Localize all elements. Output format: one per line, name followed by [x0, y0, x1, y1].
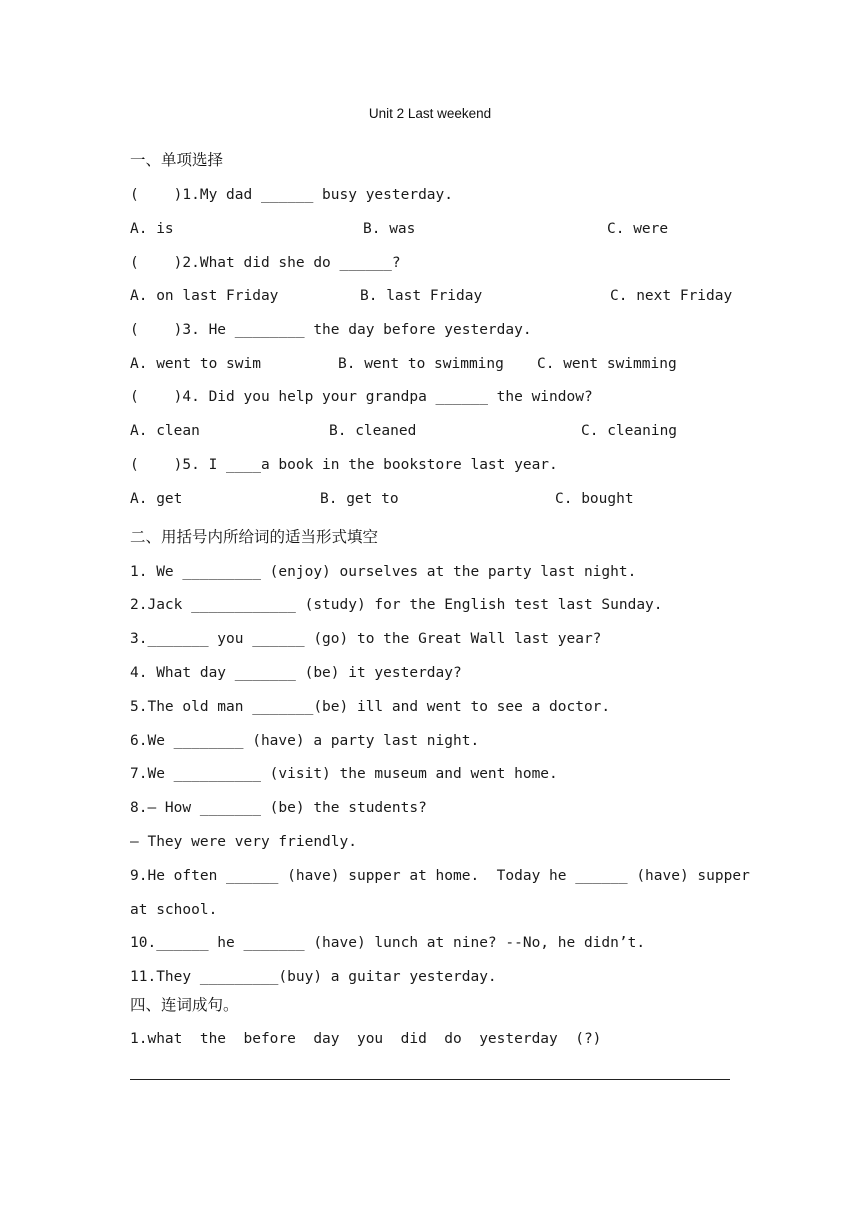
- question-1-option-a: A. is: [130, 221, 174, 237]
- question-3-stem: ( )3. He ________ the day before yesterday.: [130, 322, 532, 338]
- fill-line-11: 11.They _________(buy) a guitar yesterday.: [130, 969, 497, 985]
- worksheet-title: Unit 2 Last weekend: [368, 106, 492, 121]
- question-2-option-a: A. on last Friday: [130, 288, 279, 304]
- fill-line-10: 10.______ he _______ (have) lunch at nine? --No, he didn’t.: [130, 935, 646, 951]
- question-1-stem: ( )1.My dad ______ busy yesterday.: [130, 187, 454, 203]
- question-1-option-b: B. was: [363, 221, 416, 237]
- question-3-option-a: A. went to swim: [130, 356, 261, 372]
- section-heading-fill-in: 二、用括号内所给词的适当形式填空: [130, 528, 379, 546]
- fill-line-2: 2.Jack ____________ (study) for the English test last Sunday.: [130, 597, 663, 613]
- question-5-option-a: A. get: [130, 491, 183, 507]
- question-1-option-c: C. were: [607, 221, 669, 237]
- section-heading-sentence-building: 四、连词成句。: [130, 996, 239, 1014]
- question-4-option-c: C. cleaning: [581, 423, 678, 439]
- sentence-line-1: 1.what the before day you did do yesterday (?): [130, 1031, 602, 1047]
- question-2-option-b: B. last Friday: [360, 288, 483, 304]
- fill-line-4: 4. What day _______ (be) it yesterday?: [130, 665, 462, 681]
- fill-line-8: 8.— How _______ (be) the students?: [130, 800, 427, 816]
- fill-line-9-continued: at school.: [130, 902, 218, 918]
- answer-line[interactable]: [130, 1079, 730, 1080]
- question-2-stem: ( )2.What did she do ______?: [130, 255, 401, 271]
- question-4-option-b: B. cleaned: [329, 423, 417, 439]
- section-heading-multiple-choice: 一、单项选择: [130, 151, 224, 169]
- question-5-option-b: B. get to: [320, 491, 399, 507]
- question-5-stem: ( )5. I ____a book in the bookstore last year.: [130, 457, 558, 473]
- question-2-option-c: C. next Friday: [610, 288, 733, 304]
- fill-line-7: 7.We __________ (visit) the museum and went home.: [130, 766, 558, 782]
- question-5-option-c: C. bought: [555, 491, 634, 507]
- question-3-option-c: C. went swimming: [537, 356, 677, 372]
- fill-line-3: 3._______ you ______ (go) to the Great Wall last year?: [130, 631, 602, 647]
- fill-line-8-response: — They were very friendly.: [130, 834, 357, 850]
- question-4-stem: ( )4. Did you help your grandpa ______ the window?: [130, 389, 593, 405]
- fill-line-1: 1. We _________ (enjoy) ourselves at the party last night.: [130, 564, 637, 580]
- question-4-option-a: A. clean: [130, 423, 200, 439]
- fill-line-6: 6.We ________ (have) a party last night.: [130, 733, 480, 749]
- fill-line-5: 5.The old man _______(be) ill and went to see a doctor.: [130, 699, 611, 715]
- question-3-option-b: B. went to swimming: [338, 356, 504, 372]
- fill-line-9: 9.He often ______ (have) supper at home. Today he ______ (have) supper: [130, 868, 750, 884]
